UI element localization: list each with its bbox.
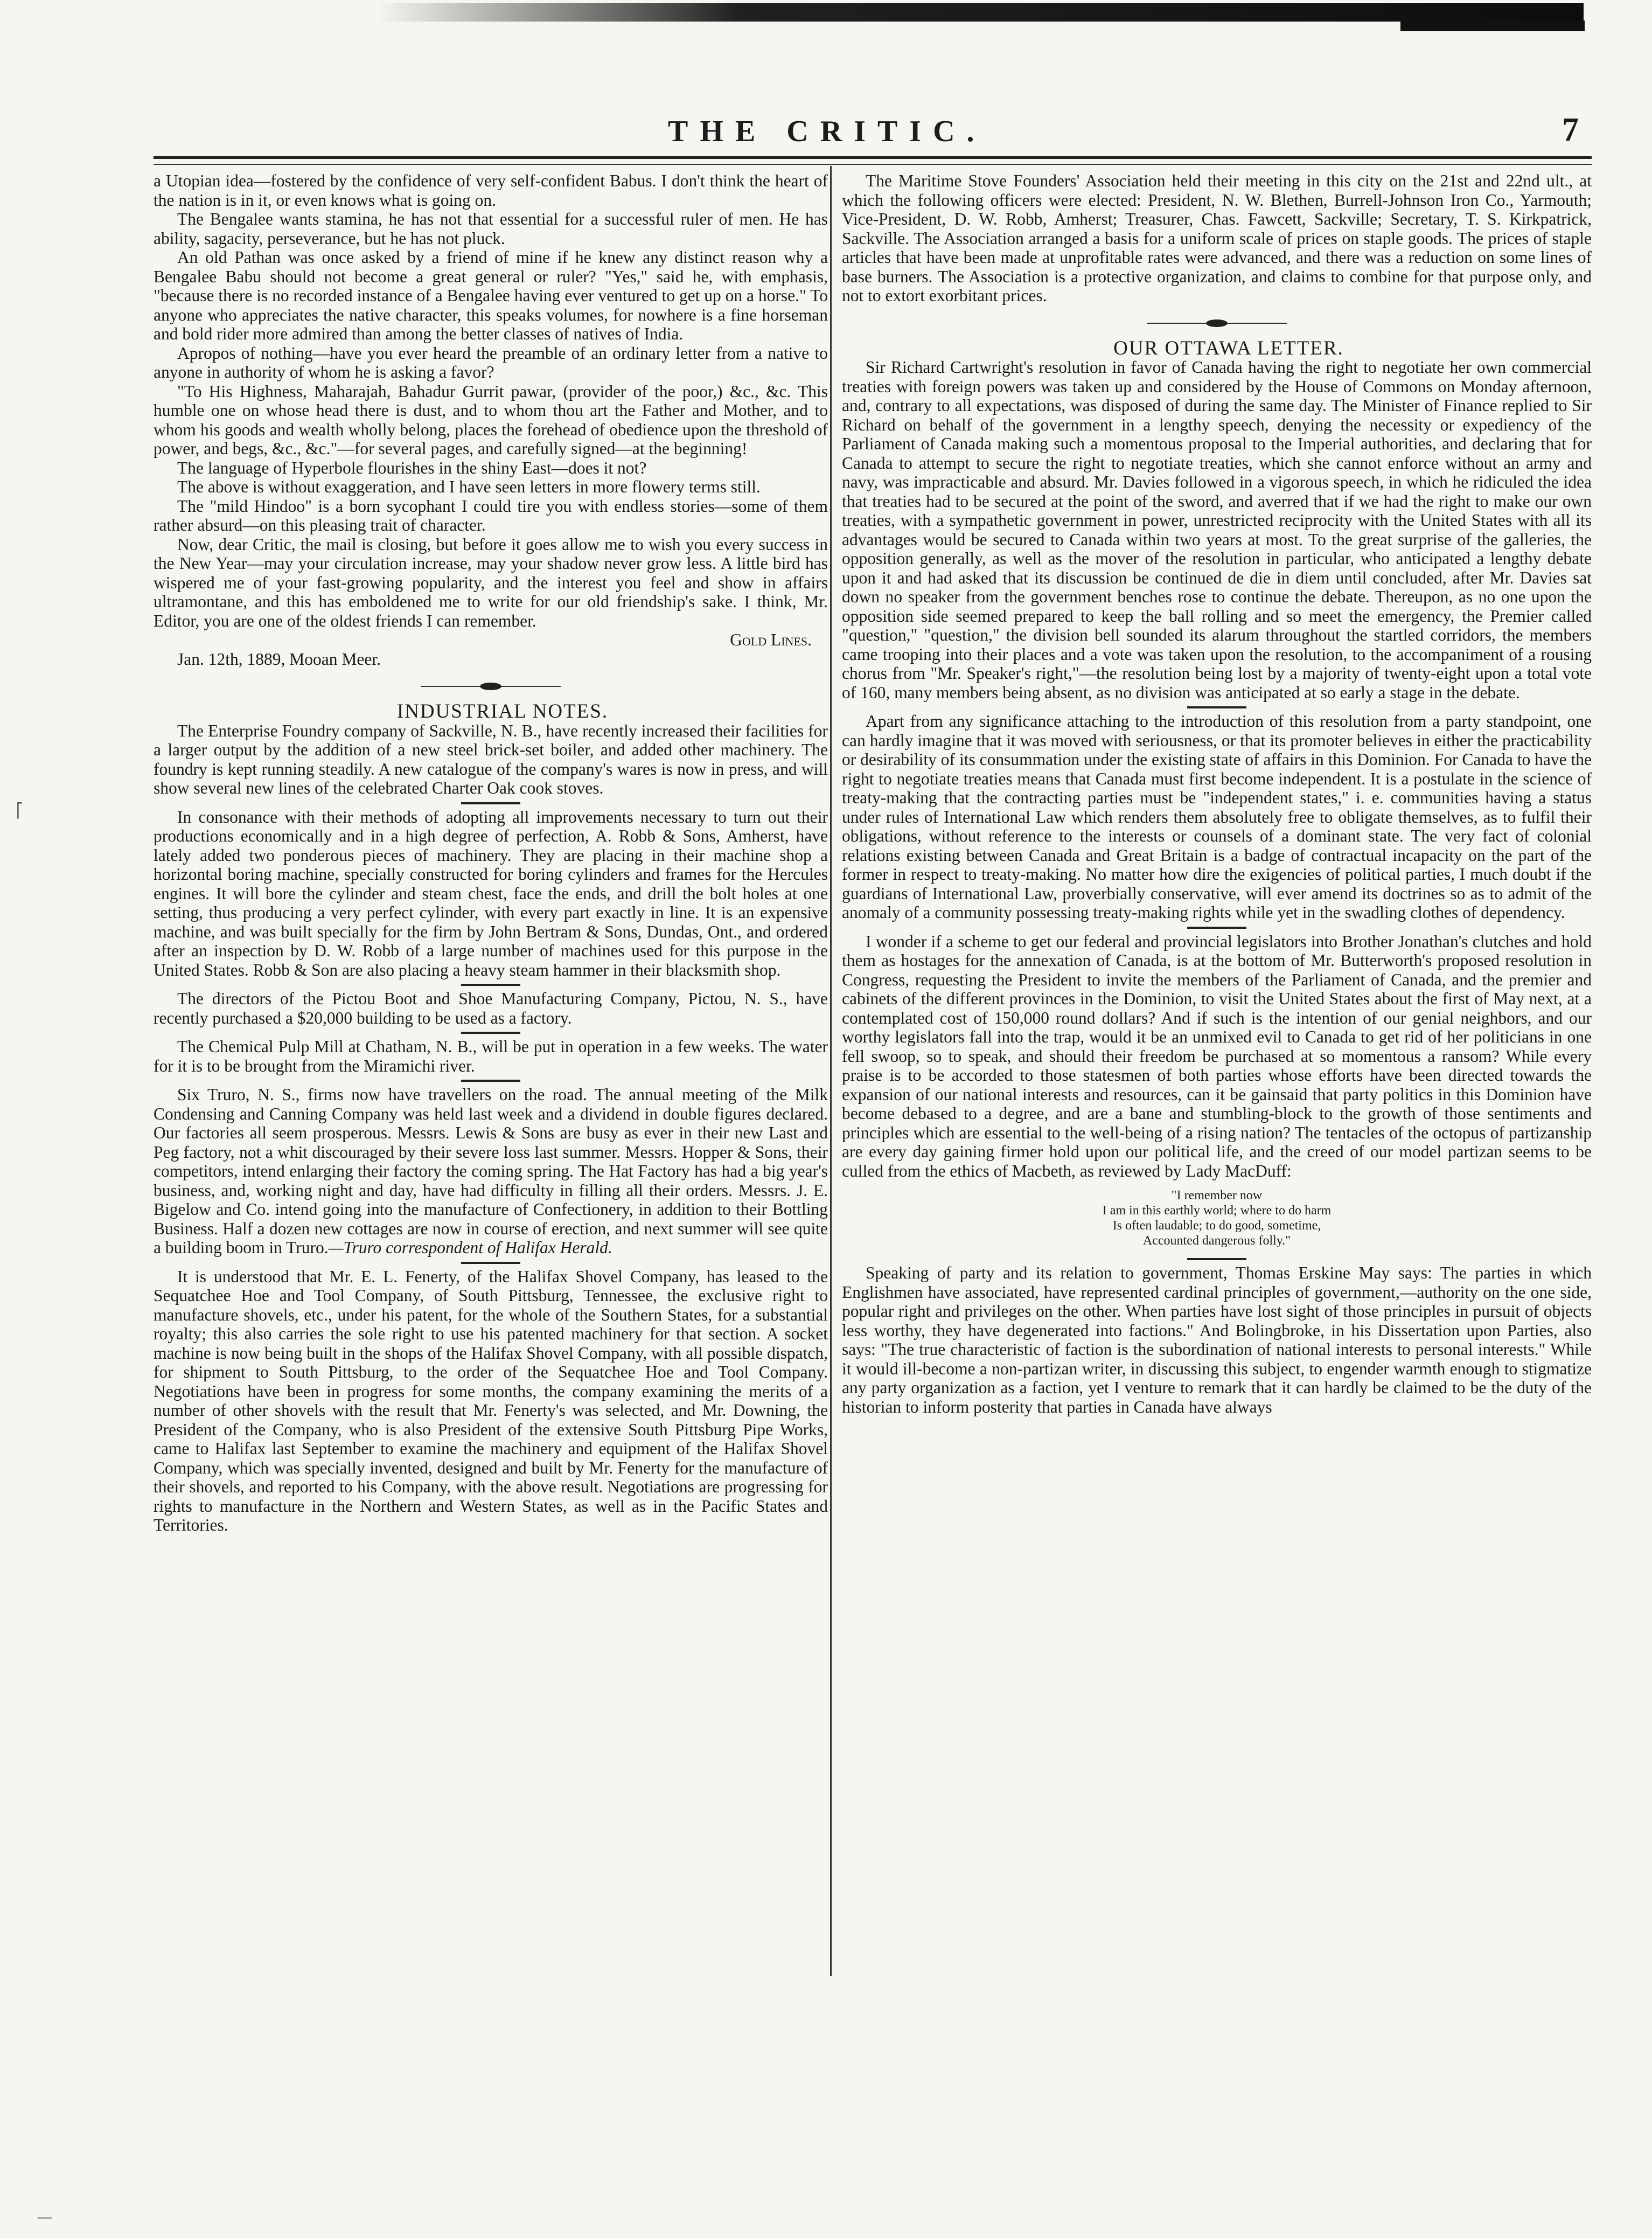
paragraph: The above is without exaggeration, and I have seen letters in more flowery terms still. <box>177 477 761 496</box>
right-column <box>842 171 1592 1416</box>
paragraph: The Bengalee wants stamina, he has not that essential for a successful ruler of men. He has ability, sagacity, perseverance, but he has not pluck. <box>154 210 828 248</box>
signature: Gold Lines. <box>730 630 812 649</box>
ottawa-letter-heading: OUR OTTAWA LETTER. <box>1113 337 1344 359</box>
separator-rule <box>461 802 520 804</box>
verse-line: I am in this earthly world; where to do harm <box>1102 1204 1332 1218</box>
credit-line: —Truro correspondent of Halifax Herald. <box>328 1238 612 1257</box>
paragraph <box>154 1085 828 1257</box>
header-rule-thin <box>154 164 1592 165</box>
left-column <box>154 171 828 1535</box>
separator-rule <box>1187 927 1246 929</box>
margin-mark: ⎡ <box>16 803 23 818</box>
paragraph: The Enterprise Foundry company of Sackville, N. B., have recently increased their facilities for a larger output by the addition of a new steel brick-set boiler, and added other machinery. The foundry is kept running steadily. A new catalogue of the company's wares is now in press, and will show several new lines of the celebrated Charter Oak cook stoves. <box>154 721 828 797</box>
separator-rule <box>461 1262 520 1264</box>
masthead-title: THE CRITIC. <box>668 115 986 148</box>
paragraph: An old Pathan was once asked by a friend of mine if he knew any distinct reason why a Bengalee Babu should not become a great general or ruler? "Yes," said he, with emphasis, "because there is no recorded instance of a Bengalee having ever ventured to get up on a horse." To anyone who appreciates the native character, this speaks volumes, for nowhere is a fine horseman and bold rider more admired than among the better classes of natives of India. <box>154 248 828 343</box>
paragraph-text: Six Truro, N. S., firms now have travellers on the road. The annual meeting of the Milk Condensing and Canning Company was held last week and a dividend in double figures declared. Our factories all seem prosperous. Messrs. Lewis & Sons are busy as ever in their new Last and Peg factory, not a whit discouraged by their severe loss last summer. Messrs. Hopper & Sons, their competitors, intend enlarging their factory the coming spring. The Hat Factory has had a big year's business, and, working night and day, have had difficulty in filling all their orders. Messrs. J. E. Bigelow and Co. intend going into the manufacture of Confectionery, in addition to their Bottling Business. Half a dozen new cottages are now in course of erection, and next summer will see quite a building boom in Truro. <box>154 1085 828 1257</box>
paragraph: The "mild Hindoo" is a born sycophant I could tire you with endless stories—some of them rather absurd—on this pleasing trait of character. <box>154 496 828 534</box>
separator-rule <box>1187 706 1246 708</box>
paragraph: Sir Richard Cartwright's resolution in favor of Canada having the right to negotiate her own commercial treaties with foreign powers was taken up and considered by the House of Commons on Monday afternoon, and, contrary to all expectations, was disposed of during the same day. The Minister of Finance replied to Sir Richard on behalf of the government in a lengthy speech, denying the necessity or expediency of the Parliament of Canada making such a momentous proposal to the Imperial authorities, and declaring that for Canada to attempt to secure the right to negotiate treaties, which she cannot enforce without an army and navy, was impracticable and absurd. Mr. Davies followed in a vigorous speech, in which he ridiculed the idea that treaties had to be secured at the point of the sword, and averred that if we had the right to make our own treaties, with a sympathetic government in power, unrestricted reciprocity with the United States with all its advantages would be secured to Canada within two years at most. To the great surprise of the galleries, the opposition generally, as well as the mover of the resolution in particular, who anticipated a lengthy debate upon it and had asked that its discussion be continued de die in diem until concluded, after Mr. Davies sat down no speaker from the government benches rose to continue the debate. Thereupon, as no one upon the opposition side seemed prepared to keep the ball rolling and so meet the emergency, the Premier called "question," "question," the division bell sounded its alarum throughout the startled corridors, the members came trooping into their places and a vote was taken upon the resolution, to the accompaniment of a rousing chorus from "Mr. Speaker's right,"—the resolution being lost by a majority of twenty-eight upon a total vote of 160, many members being absent, as no division was anticipated at so early a stage in the debate. <box>842 358 1592 702</box>
verse-line: Is often laudable; to do good, sometime, <box>1112 1219 1321 1233</box>
paragraph: In consonance with their methods of adopting all improvements necessary to turn out their productions economically and in a high degree of perfection, A. Robb & Sons, Amherst, have lately added two ponderous pieces of machinery. They are placing in their machine shop a horizontal boring machine, specially constructed for boring cylinders and frames for the Hercules engines. It will bore the cylinder and steam chest, face the ends, and drill the bolt holes at one setting, thus producing a very perfect cylinder, with every part exactly in line. It is an expensive machine, and was built specially for the firm by John Bertram & Sons, Dundas, Ont., and ordered after an inspection by D. W. Robb of a large number of machines used for this purpose in the United States. Robb & Son are also placing a heavy steam hammer in their blacksmith shop. <box>154 807 828 979</box>
column-divider <box>830 166 832 1976</box>
paragraph: The Chemical Pulp Mill at Chatham, N. B., will be put in operation in a few weeks. The water for it is to be brought from the Miramichi river. <box>154 1037 828 1075</box>
dateline: Jan. 12th, 1889, Mooan Meer. <box>177 649 381 669</box>
separator-rule <box>461 1080 520 1082</box>
verse-line: Accounted dangerous folly." <box>1142 1234 1291 1248</box>
industrial-notes-heading: INDUSTRIAL NOTES. <box>396 700 609 722</box>
paragraph: "To His Highness, Maharajah, Bahadur Gurrit pawar, (provider of the poor,) &c., &c. This humble one on whose head there is dust, and to whom thou art the Father and Mother, and to whom his goods and wealth wholly belong, places the forehead of obedience upon the threshold of power, and begs, &c., &c."—for several pages, and carefully signed—at the beginning! <box>154 381 828 458</box>
separator-rule <box>1187 1258 1246 1260</box>
paragraph: a Utopian idea—fostered by the confidence of very self-confident Babus. I don't think the heart of the nation is in it, or even knows what is going on. <box>154 171 828 210</box>
paragraph: The Maritime Stove Founders' Association held their meeting in this city on the 21st and 22nd ult., at which the following officers were elected: President, N. W. Blethen, Burrell-Johnson Iron Co., Yarmouth; Vice-President, D. W. Robb, Amherst; Treasurer, Chas. Fawcett, Sackville; Secretary, T. S. Kirkpatrick, Sackville. The Association arranged a basis for a uniform scale of prices on staple goods. The prices of staple articles that have been made at unprofitable rates were advanced, and there was a reduction on some lines of base burners. The Association is a protective organization, and claims to combine for that purpose only, and not to extort exorbitant prices. <box>842 171 1592 305</box>
header-rule-thick <box>154 156 1592 159</box>
paragraph: The directors of the Pictou Boot and Shoe Manufacturing Company, Pictou, N. S., have recently purchased a $20,000 building to be used as a factory. <box>154 989 828 1027</box>
section-ornament <box>421 683 561 690</box>
separator-rule <box>461 1032 520 1034</box>
paragraph: It is understood that Mr. E. L. Fenerty, of the Halifax Shovel Company, has leased to the Sequatchee Hoe and Tool Company, of South Pittsburg, Tennessee, the exclusive right to manufacture shovels, etc., under his patent, for the whole of the Southern States, for a substantial royalty; this also carries the sole right to use his patented machinery for that section. A socket machine is now being built in the shops of the Halifax Shovel Company, with all possible dispatch, for shipment to South Pittsburg, to the order of the Sequatchee Hoe and Tool Company. Negotiations have been in progress for some months, the company examining the merits of a number of other shovels with the result that Mr. Fenerty's was selected, and Mr. Downing, the President of the Company, who is also President of the extensive South Pittsburg Pipe Works, came to Halifax last September to examine the machinery and equipment of the Halifax Shovel Company, which was specially invented, designed and built by Mr. Fenerty for the manufacture of their shovels, and reported to his Company, with the above result. Negotiations are progressing for rights to manufacture in the Northern and Western States, as well as in the Pacific States and Territories. <box>154 1267 828 1534</box>
top-edge-bar-lower <box>1400 20 1585 31</box>
page-number: 7 <box>1562 112 1579 148</box>
paragraph: Apart from any significance attaching to the introduction of this resolution from a party standpoint, one can hardly imagine that it was moved with seriousness, or that its promoter believes in either the practicability or desirability of its consummation under the existing state of affairs in this Dominion. For Canada to have the right to negotiate treaties means that Canada must first become independent. It is a postulate in the science of treaty-making that the contracting parties must be "independent states," i. e. communities having a status under rules of International Law which renders them absolutely free to obligate themselves, as to fulfil their obligations, without reference to the interests or counsels of a dominant state. The very fact of colonial relations existing between Canada and Great Britain is a badge of contractual incapacity on the part of the former in respect to treaty-making. No matter how dire the exigencies of political parties, I much doubt if the guardians of International Law, proverbially conservative, will ever amend its doctrines so as to admit of the anomaly of a community possessing treaty-making rights while yet in the swadling clothes of dependency. <box>842 712 1592 922</box>
verse-line: "I remember now <box>1171 1188 1263 1203</box>
separator-rule <box>461 984 520 986</box>
paragraph: Speaking of party and its relation to government, Thomas Erskine May says: The parties in which Englishmen have associated, have represented cardinal principles of government,—authority on the one side, popular right and privileges on the other. When parties have lost sight of those principles in pursuit of objects less worthy, they have degenerated into factions." And Bolingbroke, in his Dissertation upon Parties, also says: "The true characteristic of faction is the subordination of national interests to personal interests." While it would ill-become a non-partizan writer, in discussing this subject, to engender warmth enough to stigmatize any party organization as a faction, yet I venture to remark that it can hardly be claimed to be the duty of the historian to inform posterity that parties in Canada have always <box>842 1263 1592 1416</box>
quoted-verse <box>842 1188 1592 1248</box>
section-ornament <box>1147 319 1287 327</box>
top-edge-bar <box>377 3 1584 22</box>
paragraph: The language of Hyperbole flourishes in the shiny East—does it not? <box>177 458 647 477</box>
paragraph: Apropos of nothing—have you ever heard the preamble of an ordinary letter from a native to anyone in authority of whom he is asking a favor? <box>154 343 828 381</box>
paragraph: I wonder if a scheme to get our federal and provincial legislators into Brother Jonathan's clutches and hold them as hostages for the annexation of Canada, is at the bottom of Mr. Butterworth's proposed resolution in Congress, requesting the President to invite the members of the Parliament of Canada, and the premier and cabinets of the different provinces in the Dominion, to visit the United States about the first of May next, at a contemplated cost of 150,000 round dollars? And if such is the intention of our genial neighbors, and our worthy legislators fall into the trap, would it be an unmixed evil to Canada to get rid of her politicians in one fell swoop, so to speak, and should their freedom be purchased at so momentous a ransom? While every praise is to be accorded to those statesmen of both parties whose efforts have been directed towards the expansion of our national interests and resources, can it be gainsaid that party politics in this Dominion have become debased to a degree, and are a bane and stumbling-block to the growth of those sentiments and principles which are essential to the well-being of a rising nation? The tentacles of the octopus of partizanship are every day gaining firmer hold upon our political life, and the creed of our model partizan seems to be culled from the ethics of Macbeth, as reviewed by Lady MacDuff: <box>842 932 1592 1180</box>
page-edge-mark: — <box>38 2209 52 2225</box>
paragraph: Now, dear Critic, the mail is closing, but before it goes allow me to wish you every success in the New Year—may your circulation increase, may your shadow never grow less. A little bird has wispered me of your fast-growing popularity, and the interest you feel and show in affairs ultramontane, and this has emboldened me to write for our old friendship's sake. I think, Mr. Editor, you are one of the oldest friends I can remember. <box>154 534 828 630</box>
